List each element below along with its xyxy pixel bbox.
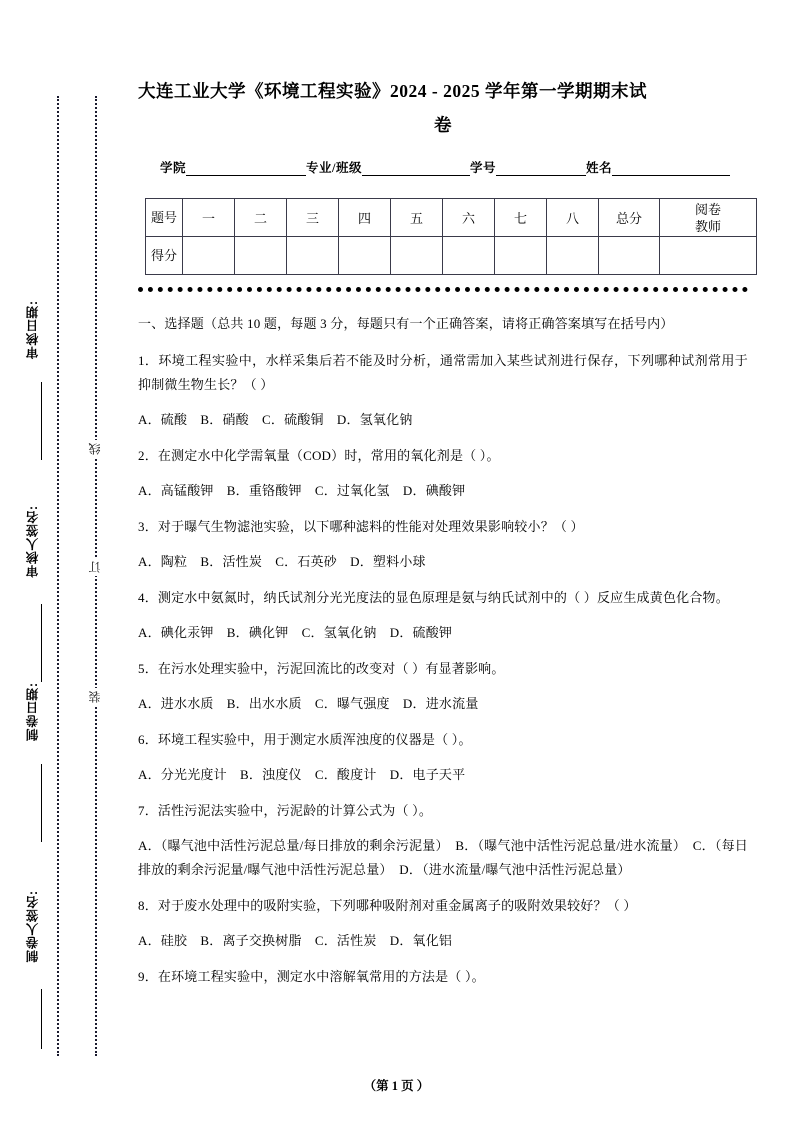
field-college: [160, 158, 306, 176]
score-cell-teacher[interactable]: [660, 237, 757, 275]
exam-sheet: [138, 74, 748, 1001]
question-8-stem: 8．对于废水处理中的吸附实验，下列哪种吸附剂对重金属离子的吸附效果较好？（ ）: [138, 898, 637, 913]
score-table-row-header-score: [146, 237, 183, 275]
page-footer: （第 1 页 ）: [363, 1079, 430, 1093]
score-table-col-3: 三: [287, 199, 339, 237]
question-2-options: A．高锰酸钾 B．重铬酸钾 C．过氧化氢 D．碘酸钾: [138, 483, 466, 498]
question-1-stem: 1．环境工程实验中，水样采集后若不能及时分析，通常需加入某些试剂进行保存，下列哪种试剂常用于抑制微生物生长？（ ）: [138, 353, 748, 392]
question-4: [138, 586, 748, 645]
question-8: [138, 894, 748, 953]
field-name: [586, 158, 730, 176]
question-3: [138, 515, 748, 574]
seal-mark-xian: 线: [86, 440, 103, 458]
score-table-col-6: 六: [443, 199, 495, 237]
identity-row: [160, 158, 748, 176]
question-1-options: A．硫酸 B．硝酸 C．硫酸铜 D．氢氧化钠: [138, 412, 413, 427]
score-cell-4[interactable]: [339, 237, 391, 275]
field-major-class: [306, 158, 470, 176]
page-title: [138, 74, 748, 142]
margin-label-paper-signature: 制卷人签名:: [26, 890, 40, 963]
section-heading: 一、选择题（总共 10 题，每题 3 分，每题只有一个正确答案，请将正确答案填写在括号内）: [138, 316, 674, 331]
score-table-col-2: 二: [235, 199, 287, 237]
field-name-label: 姓名: [586, 161, 613, 175]
score-table-col-teacher-line1: 阅卷: [694, 201, 721, 217]
binding-margin: [0, 0, 130, 1122]
section-divider: [138, 287, 748, 298]
score-table-col-1: 一: [183, 199, 235, 237]
question-body: [138, 312, 748, 989]
question-2: [138, 444, 748, 503]
score-cell-2[interactable]: [235, 237, 287, 275]
question-9-stem: 9．在环境工程实验中，测定水中溶解氧常用的方法是（ ）。: [138, 969, 485, 984]
field-college-input[interactable]: [186, 162, 306, 176]
score-table-col-teacher-line2: 教师: [694, 218, 721, 234]
question-8-options: A．硅胶 B．离子交换树脂 C．活性炭 D．氧化铝: [138, 933, 453, 948]
field-student-id-input[interactable]: [496, 162, 586, 176]
score-table-row-header-question-text: 题号: [150, 210, 177, 225]
margin-label-review-date: 审核日期:: [26, 300, 40, 360]
question-5: [138, 657, 748, 716]
question-1: [138, 349, 748, 432]
score-table-col-4: 四: [339, 199, 391, 237]
score-table-row-header-question: [146, 199, 183, 237]
question-4-options: A．碘化汞钾 B．碘化钾 C．氢氧化钠 D．硫酸钾: [138, 625, 453, 640]
question-6: [138, 728, 748, 787]
margin-label-reviewer-signature: 审核人签名:: [26, 505, 40, 578]
question-4-stem: 4．测定水中氨氮时，纳氏试剂分光光度法的显色原理是氨与纳氏试剂中的（ ）反应生成黄色化合物。: [138, 590, 729, 605]
seal-mark-zhuang: 装: [86, 688, 103, 706]
exam-title-line2: 卷: [434, 115, 452, 135]
score-table-col-teacher: [660, 199, 757, 237]
score-cell-5[interactable]: [391, 237, 443, 275]
question-7: [138, 799, 748, 882]
margin-rule-paper-signature: [41, 989, 42, 1049]
question-7-options: A．（曝气池中活性污泥总量/每日排放的剩余污泥量） B．（曝气池中活性污泥总量/进水流量） C．（每日排放的剩余污泥量/曝气池中活性污泥总量） D．（进水流量/曝气池中活性污泥总量）: [138, 838, 748, 877]
score-table-col-7: 七: [495, 199, 547, 237]
score-table-col-total: 总分: [599, 199, 660, 237]
margin-rule-paper-date: [41, 764, 42, 842]
score-cell-1[interactable]: [183, 237, 235, 275]
score-table-header-row: [146, 199, 757, 237]
score-cell-total[interactable]: [599, 237, 660, 275]
field-major-class-label: 专业/班级: [306, 161, 362, 175]
score-table-row-header-score-text: 得分: [150, 248, 177, 263]
question-6-stem: 6．环境工程实验中，用于测定水质浑浊度的仪器是（ ）。: [138, 732, 472, 747]
score-cell-6[interactable]: [443, 237, 495, 275]
question-3-stem: 3．对于曝气生物滤池实验，以下哪种滤料的性能对处理效果影响较小？（ ）: [138, 519, 584, 534]
binding-dotted-line-outer: [57, 96, 59, 1056]
field-student-id: [470, 158, 586, 176]
field-name-input[interactable]: [612, 162, 730, 176]
score-table-value-row: [146, 237, 757, 275]
question-2-stem: 2．在测定水中化学需氧量（COD）时，常用的氧化剂是（ ）。: [138, 448, 500, 463]
score-cell-7[interactable]: [495, 237, 547, 275]
question-7-stem: 7．活性污泥法实验中，污泥龄的计算公式为（ ）。: [138, 803, 433, 818]
question-5-stem: 5．在污水处理实验中，污泥回流比的改变对（ ）有显著影响。: [138, 661, 505, 676]
score-table-col-8: 八: [547, 199, 599, 237]
score-cell-8[interactable]: [547, 237, 599, 275]
question-5-options: A．进水水质 B．出水水质 C．曝气强度 D．进水流量: [138, 696, 479, 711]
seal-mark-ding: 订: [86, 558, 103, 576]
binding-dotted-line-inner: [95, 96, 97, 1056]
margin-rule-reviewer-signature: [41, 604, 42, 682]
exam-title-line1: 大连工业大学《环境工程实验》2024 - 2025 学年第一学期期末试: [138, 81, 647, 101]
question-9: [138, 965, 748, 989]
margin-label-paper-date: 制卷日期:: [26, 682, 40, 742]
question-3-options: A．陶粒 B．活性炭 C．石英砂 D．塑料小球: [138, 554, 426, 569]
field-college-label: 学院: [160, 161, 187, 175]
field-major-class-input[interactable]: [362, 162, 470, 176]
score-table: [145, 198, 757, 275]
score-cell-3[interactable]: [287, 237, 339, 275]
field-student-id-label: 学号: [470, 161, 497, 175]
question-6-options: A．分光光度计 B．浊度仪 C．酸度计 D．电子天平: [138, 767, 466, 782]
margin-rule-review-date: [41, 382, 42, 460]
score-table-col-5: 五: [391, 199, 443, 237]
